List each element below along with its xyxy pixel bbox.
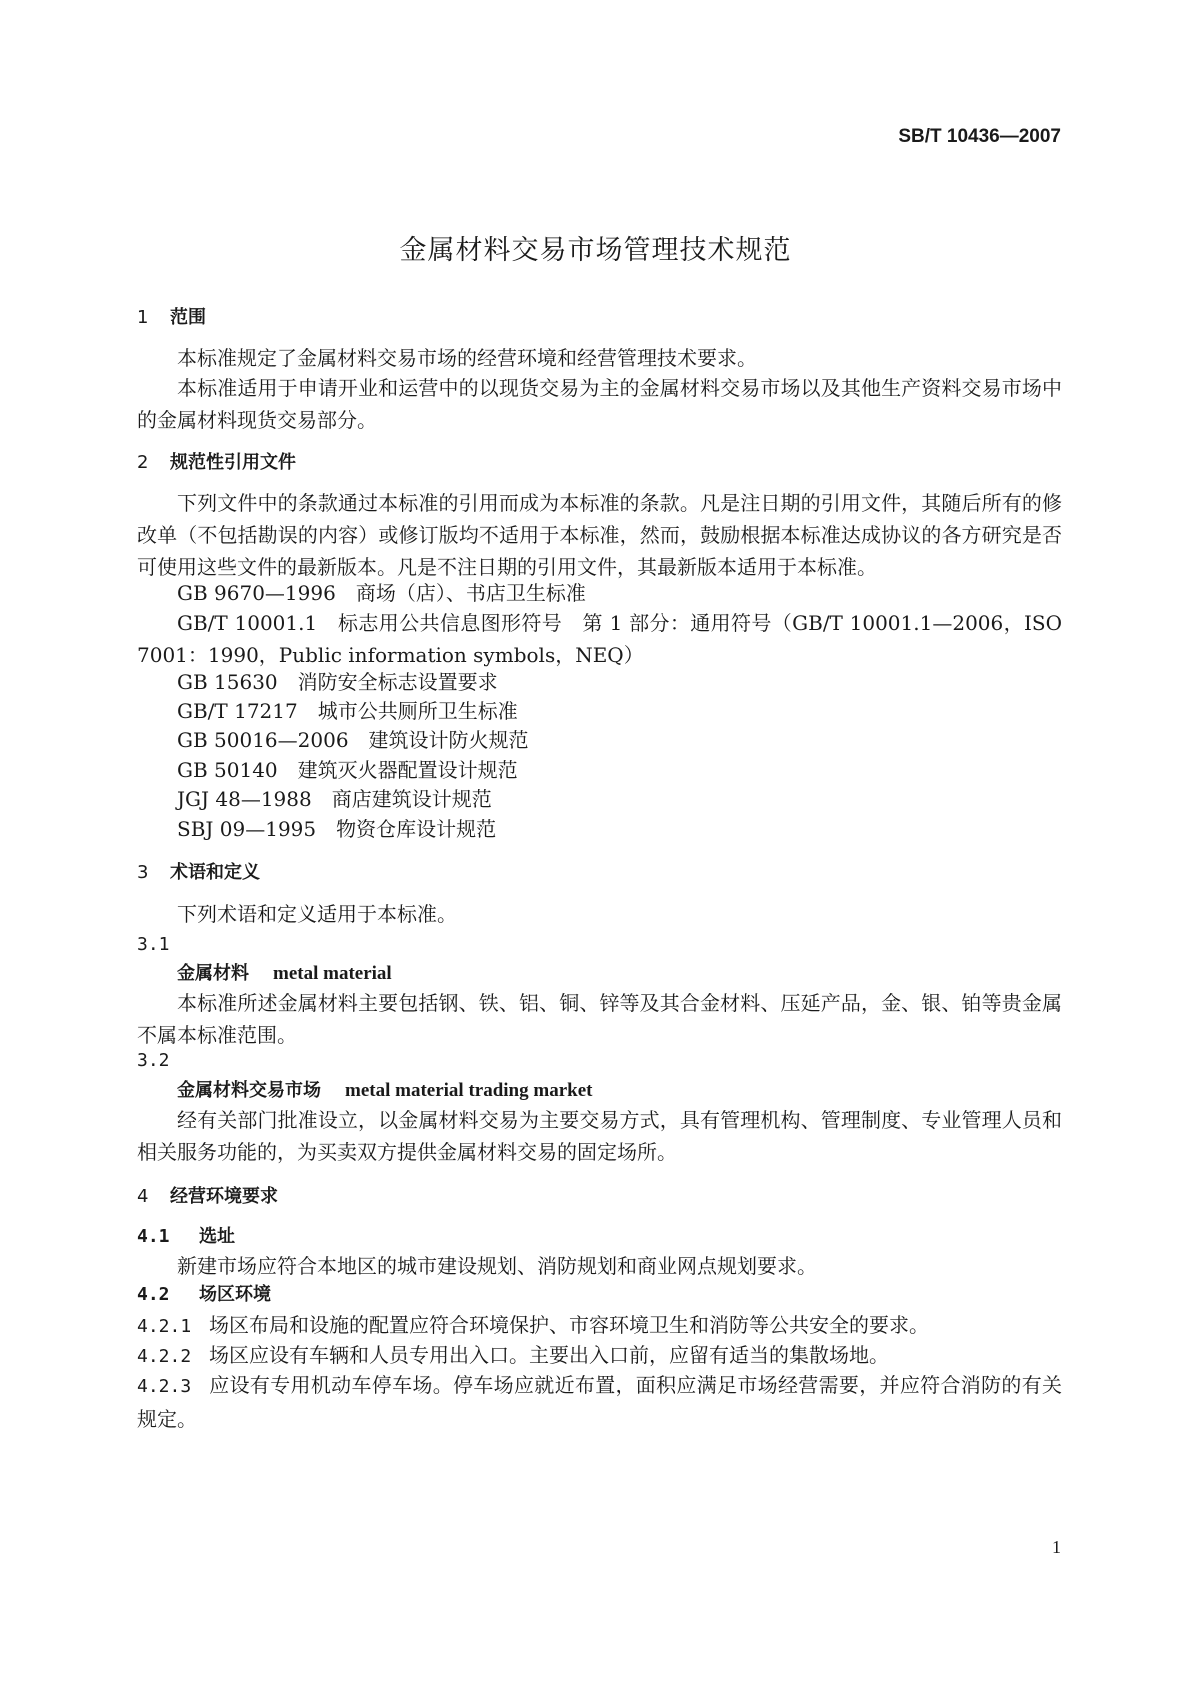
page-number: 1	[1052, 1537, 1061, 1557]
section-3-heading	[137, 857, 1062, 889]
clause-number: 4.2.1	[137, 1316, 192, 1337]
section-title: 术语和定义	[170, 862, 260, 883]
section-4-heading	[137, 1181, 1062, 1213]
term-number: 3.1	[137, 934, 170, 955]
reference-item: GB 50016—2006 建筑设计防火规范	[177, 728, 529, 752]
term-en: metal material trading market	[345, 1080, 593, 1101]
paragraph: 本标准适用于申请开业和运营中的以现货交易为主的金属材料交易市场以及其他生产资料交易市场中的金属材料现货交易部分。	[137, 376, 1062, 432]
reference-item: GB 15630 消防安全标志设置要求	[177, 670, 498, 694]
section-title: 范围	[170, 307, 206, 328]
clause	[137, 1369, 1062, 1435]
paragraph: 下列文件中的条款通过本标准的引用而成为本标准的条款。凡是注日期的引用文件，其随后所有的修改单（不包括勘误的内容）或修订版均不适用于本标准，然而，鼓励根据本标准达成协议的各方研究是否可使用这些文件的最新版本。凡是不注日期的引用文件，其最新版本适用于本标准。	[137, 491, 1062, 579]
section-title: 经营环境要求	[170, 1186, 278, 1207]
reference-item: SBJ 09—1995 物资仓库设计规范	[177, 817, 497, 841]
clause-text: 应设有专用机动车停车场。停车场应就近布置，面积应满足市场经营需要，并应符合消防的有关规定。	[137, 1373, 1062, 1431]
section-2-heading	[137, 447, 1062, 479]
section-number: 3	[137, 862, 149, 883]
section-number: 4	[137, 1186, 149, 1207]
reference-item: GB 9670—1996 商场（店）、书店卫生标准	[177, 581, 586, 605]
term-number: 3.2	[137, 1050, 170, 1071]
clause-number: 4.2.3	[137, 1376, 192, 1397]
subsection-title: 场区环境	[199, 1284, 271, 1305]
clause-text: 场区应设有车辆和人员专用出入口。主要出入口前，应留有适当的集散场地。	[209, 1343, 889, 1367]
clause-text: 场区布局和设施的配置应符合环境保护、市容环境卫生和消防等公共安全的要求。	[209, 1313, 929, 1337]
reference-item: GB/T 17217 城市公共厕所卫生标准	[177, 699, 518, 723]
subsection-number: 4.1	[137, 1226, 170, 1247]
subsection-heading	[137, 1221, 1062, 1253]
reference-item: JGJ 48—1988 商店建筑设计规范	[177, 787, 492, 811]
paragraph: 新建市场应符合本地区的城市建设规划、消防规划和商业网点规划要求。	[177, 1254, 817, 1278]
term-definition: 本标准所述金属材料主要包括钢、铁、铝、铜、锌等及其合金材料、压延产品，金、银、铂等贵金属不属本标准范围。	[137, 991, 1062, 1047]
section-1-heading	[137, 302, 1062, 334]
section-number: 1	[137, 307, 149, 328]
reference-item: GB/T 10001.1 标志用公共信息图形符号 第 1 部分：通用符号（GB/T 10001.1—2006，ISO 7001：1990，Public information symbols，NEQ）	[137, 611, 1062, 667]
term-definition: 经有关部门批准设立，以金属材料交易为主要交易方式，具有管理机构、管理制度、专业管理人员和相关服务功能的，为买卖双方提供金属材料交易的固定场所。	[137, 1108, 1062, 1164]
term-heading	[137, 1075, 1102, 1107]
subsection-title: 选址	[199, 1226, 235, 1247]
term-zh: 金属材料交易市场	[177, 1080, 321, 1101]
subsection-heading	[137, 1279, 1062, 1311]
section-title: 规范性引用文件	[170, 452, 296, 473]
page-title: 金属材料交易市场管理技术规范	[399, 235, 792, 266]
reference-item: GB 50140 建筑灭火器配置设计规范	[177, 758, 518, 782]
section-number: 2	[137, 452, 149, 473]
standard-code: SB/T 10436—2007	[898, 126, 1061, 147]
term-zh: 金属材料	[177, 963, 249, 984]
term-en: metal material	[273, 963, 392, 984]
paragraph: 下列术语和定义适用于本标准。	[177, 902, 457, 926]
clause	[137, 1339, 1062, 1373]
paragraph: 本标准规定了金属材料交易市场的经营环境和经营管理技术要求。	[177, 346, 757, 370]
subsection-number: 4.2	[137, 1284, 170, 1305]
clause-number: 4.2.2	[137, 1346, 192, 1367]
term-heading	[137, 958, 1102, 990]
clause	[137, 1309, 1062, 1343]
